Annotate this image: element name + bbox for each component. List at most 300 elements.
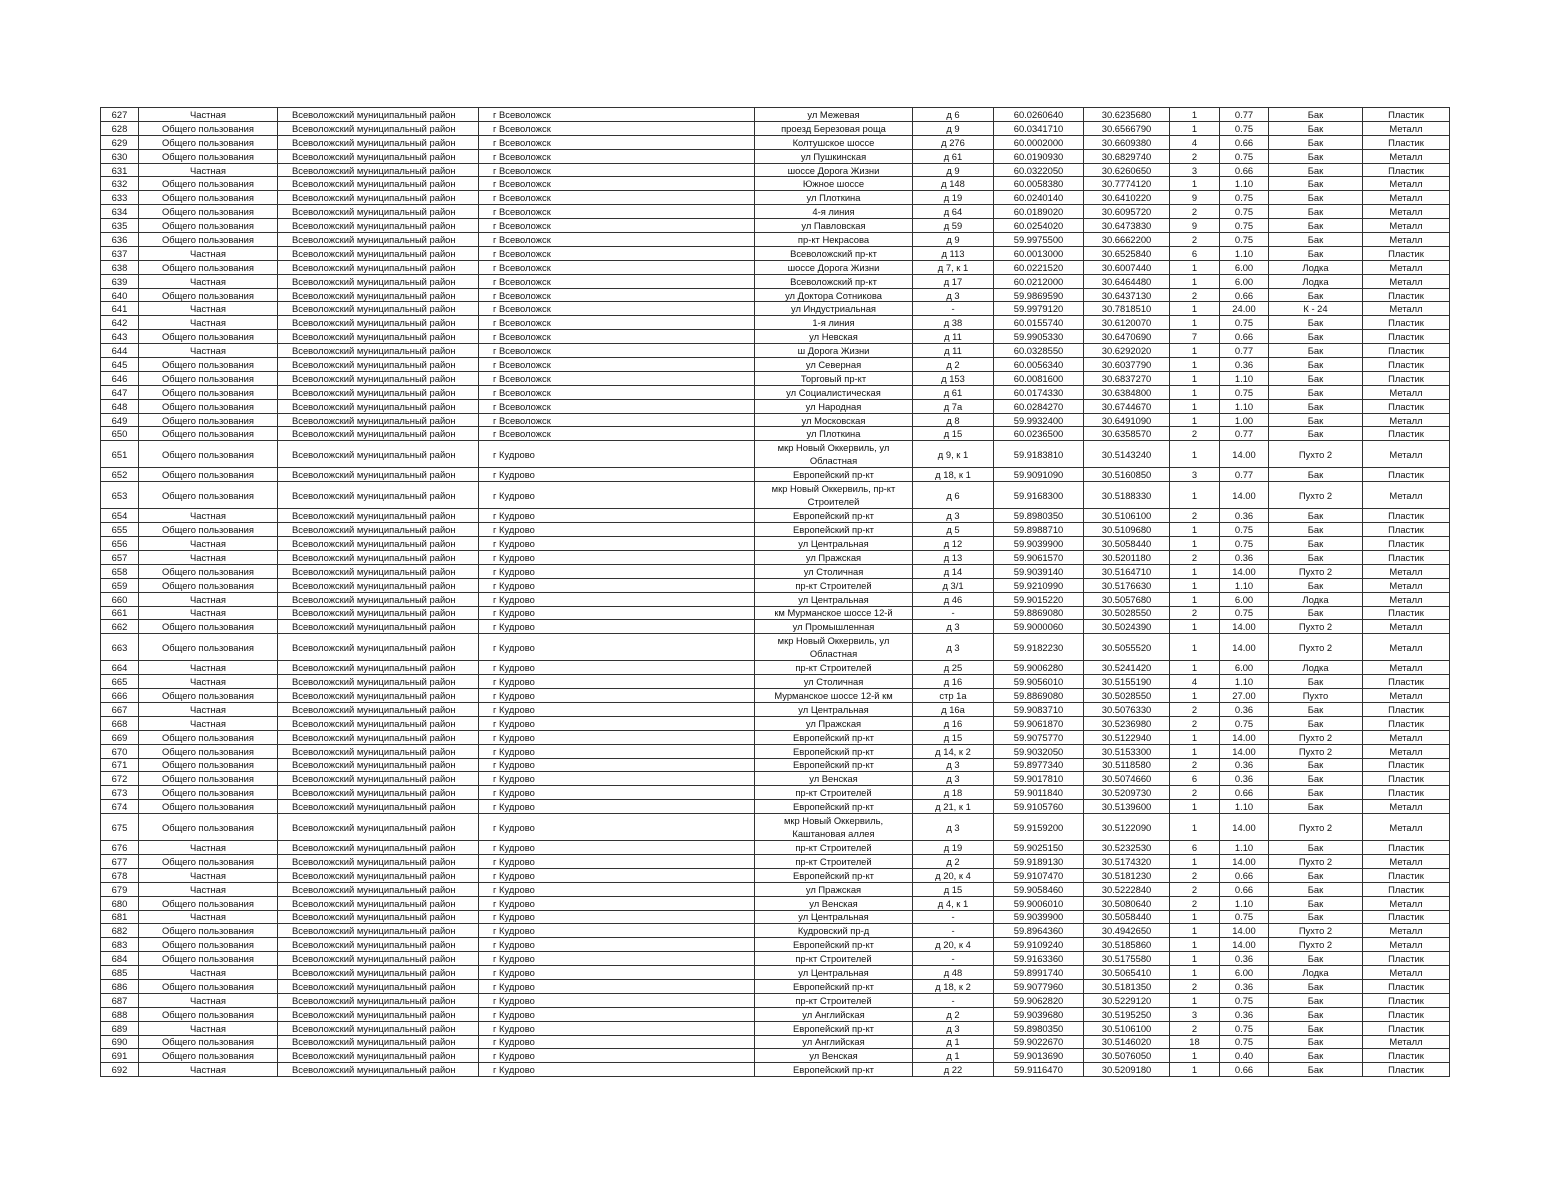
cell-material: Металл xyxy=(1363,924,1450,938)
table-row xyxy=(101,108,1450,122)
cell-district: Всеволожский муниципальный район xyxy=(278,288,479,302)
cell-settlement: г Кудрово xyxy=(479,979,755,993)
cell-settlement: г Всеволожск xyxy=(479,163,755,177)
cell-ownership: Частная xyxy=(139,550,278,564)
cell-volume: 0.75 xyxy=(1220,149,1269,163)
table-row xyxy=(101,344,1450,358)
cell-container-type: Бак xyxy=(1269,344,1363,358)
cell-row-number: 673 xyxy=(101,786,139,800)
cell-container-type: Бак xyxy=(1269,413,1363,427)
cell-street: ул Плоткина xyxy=(755,427,913,441)
cell-container-type: Бак xyxy=(1269,1007,1363,1021)
cell-volume: 0.36 xyxy=(1220,509,1269,523)
cell-volume: 1.10 xyxy=(1220,177,1269,191)
cell-street: ул Пражская xyxy=(755,550,913,564)
cell-house: д 153 xyxy=(913,371,994,385)
cell-latitude: 60.0212000 xyxy=(994,274,1084,288)
cell-row-number: 682 xyxy=(101,924,139,938)
cell-longitude: 30.5146020 xyxy=(1084,1035,1170,1049)
cell-house: д 38 xyxy=(913,316,994,330)
cell-container-count: 1 xyxy=(1170,993,1220,1007)
cell-latitude: 59.9039900 xyxy=(994,910,1084,924)
cell-district: Всеволожский муниципальный район xyxy=(278,896,479,910)
cell-container-type: Бак xyxy=(1269,1021,1363,1035)
table-row xyxy=(101,952,1450,966)
cell-row-number: 654 xyxy=(101,509,139,523)
cell-longitude: 30.5229120 xyxy=(1084,993,1170,1007)
table-row xyxy=(101,427,1450,441)
cell-material: Пластик xyxy=(1363,702,1450,716)
cell-street: ул Северная xyxy=(755,358,913,372)
cell-street: мкр Новый Оккервиль, ул Областная xyxy=(755,441,913,468)
cell-street: шоссе Дорога Жизни xyxy=(755,163,913,177)
cell-container-type: Бак xyxy=(1269,896,1363,910)
cell-latitude: 59.9061570 xyxy=(994,550,1084,564)
cell-container-count: 1 xyxy=(1170,385,1220,399)
cell-longitude: 30.6437130 xyxy=(1084,288,1170,302)
cell-district: Всеволожский муниципальный район xyxy=(278,441,479,468)
cell-container-count: 9 xyxy=(1170,219,1220,233)
cell-house: - xyxy=(913,910,994,924)
cell-container-type: Бак xyxy=(1269,800,1363,814)
cell-latitude: 59.9975500 xyxy=(994,233,1084,247)
cell-container-type: Бак xyxy=(1269,219,1363,233)
cell-longitude: 30.5155190 xyxy=(1084,675,1170,689)
cell-longitude: 30.4942650 xyxy=(1084,924,1170,938)
cell-material: Пластик xyxy=(1363,330,1450,344)
cell-street: ул Английская xyxy=(755,1007,913,1021)
cell-row-number: 632 xyxy=(101,177,139,191)
cell-longitude: 30.5074660 xyxy=(1084,772,1170,786)
cell-district: Всеволожский муниципальный район xyxy=(278,121,479,135)
cell-ownership: Частная xyxy=(139,509,278,523)
cell-latitude: 59.9905330 xyxy=(994,330,1084,344)
cell-settlement: г Кудрово xyxy=(479,689,755,703)
cell-container-type: Бак xyxy=(1269,135,1363,149)
cell-volume: 0.75 xyxy=(1220,205,1269,219)
cell-row-number: 652 xyxy=(101,468,139,482)
cell-district: Всеволожский муниципальный район xyxy=(278,399,479,413)
cell-latitude: 60.0260640 xyxy=(994,108,1084,122)
cell-settlement: г Кудрово xyxy=(479,1035,755,1049)
cell-settlement: г Кудрово xyxy=(479,620,755,634)
cell-house: д 18, к 1 xyxy=(913,468,994,482)
cell-container-count: 1 xyxy=(1170,399,1220,413)
cell-ownership: Общего пользования xyxy=(139,689,278,703)
cell-container-count: 1 xyxy=(1170,121,1220,135)
cell-container-count: 2 xyxy=(1170,868,1220,882)
cell-latitude: 59.9116470 xyxy=(994,1063,1084,1077)
cell-volume: 14.00 xyxy=(1220,441,1269,468)
cell-street: Европейский пр-кт xyxy=(755,938,913,952)
cell-house: д 20, к 4 xyxy=(913,868,994,882)
cell-house: д 9 xyxy=(913,233,994,247)
cell-latitude: 60.0328550 xyxy=(994,344,1084,358)
cell-row-number: 640 xyxy=(101,288,139,302)
table-row xyxy=(101,537,1450,551)
cell-volume: 0.75 xyxy=(1220,233,1269,247)
cell-row-number: 646 xyxy=(101,371,139,385)
cell-house: д 2 xyxy=(913,358,994,372)
cell-settlement: г Кудрово xyxy=(479,786,755,800)
cell-ownership: Частная xyxy=(139,675,278,689)
cell-row-number: 684 xyxy=(101,952,139,966)
cell-settlement: г Кудрово xyxy=(479,938,755,952)
cell-container-type: Бак xyxy=(1269,108,1363,122)
cell-latitude: 59.8977340 xyxy=(994,758,1084,772)
cell-ownership: Общего пользования xyxy=(139,758,278,772)
cell-settlement: г Кудрово xyxy=(479,924,755,938)
cell-container-type: Пухто 2 xyxy=(1269,564,1363,578)
cell-latitude: 59.8869080 xyxy=(994,606,1084,620)
table-row xyxy=(101,246,1450,260)
cell-material: Пластик xyxy=(1363,1021,1450,1035)
cell-longitude: 30.5185860 xyxy=(1084,938,1170,952)
table-row xyxy=(101,413,1450,427)
cell-row-number: 630 xyxy=(101,149,139,163)
cell-container-type: Бак xyxy=(1269,523,1363,537)
cell-street: Мурманское шоссе 12-й км xyxy=(755,689,913,703)
cell-settlement: г Всеволожск xyxy=(479,344,755,358)
cell-district: Всеволожский муниципальный район xyxy=(278,744,479,758)
cell-district: Всеволожский муниципальный район xyxy=(278,316,479,330)
cell-settlement: г Кудрово xyxy=(479,509,755,523)
cell-material: Металл xyxy=(1363,385,1450,399)
cell-latitude: 60.0341710 xyxy=(994,121,1084,135)
cell-container-type: Бак xyxy=(1269,1049,1363,1063)
cell-house: д 7а xyxy=(913,399,994,413)
cell-longitude: 30.5118580 xyxy=(1084,758,1170,772)
cell-volume: 6.00 xyxy=(1220,592,1269,606)
cell-ownership: Общего пользования xyxy=(139,744,278,758)
cell-material: Металл xyxy=(1363,302,1450,316)
table-row xyxy=(101,814,1450,841)
cell-container-count: 2 xyxy=(1170,509,1220,523)
cell-latitude: 60.0189020 xyxy=(994,205,1084,219)
cell-ownership: Общего пользования xyxy=(139,358,278,372)
cell-volume: 0.75 xyxy=(1220,1021,1269,1035)
cell-street: ул Доктора Сотникова xyxy=(755,288,913,302)
cell-row-number: 631 xyxy=(101,163,139,177)
cell-ownership: Общего пользования xyxy=(139,219,278,233)
cell-district: Всеволожский муниципальный район xyxy=(278,468,479,482)
cell-row-number: 685 xyxy=(101,966,139,980)
cell-container-count: 2 xyxy=(1170,550,1220,564)
cell-material: Пластик xyxy=(1363,135,1450,149)
cell-volume: 14.00 xyxy=(1220,924,1269,938)
table-row xyxy=(101,800,1450,814)
cell-house: д 9 xyxy=(913,121,994,135)
cell-container-count: 1 xyxy=(1170,938,1220,952)
cell-house: д 11 xyxy=(913,330,994,344)
cell-material: Пластик xyxy=(1363,841,1450,855)
cell-container-count: 2 xyxy=(1170,896,1220,910)
cell-district: Всеволожский муниципальный район xyxy=(278,772,479,786)
cell-street: мкр Новый Оккервиль, ул Областная xyxy=(755,634,913,661)
cell-district: Всеволожский муниципальный район xyxy=(278,578,479,592)
cell-material: Пластик xyxy=(1363,716,1450,730)
cell-longitude: 30.6473830 xyxy=(1084,219,1170,233)
cell-district: Всеволожский муниципальный район xyxy=(278,814,479,841)
cell-container-count: 1 xyxy=(1170,952,1220,966)
cell-district: Всеволожский муниципальный район xyxy=(278,108,479,122)
table-row xyxy=(101,661,1450,675)
cell-row-number: 689 xyxy=(101,1021,139,1035)
table-row xyxy=(101,578,1450,592)
cell-street: пр-кт Строителей xyxy=(755,841,913,855)
cell-row-number: 661 xyxy=(101,606,139,620)
cell-row-number: 651 xyxy=(101,441,139,468)
cell-row-number: 637 xyxy=(101,246,139,260)
cell-ownership: Общего пользования xyxy=(139,205,278,219)
cell-ownership: Общего пользования xyxy=(139,233,278,247)
cell-volume: 6.00 xyxy=(1220,260,1269,274)
cell-latitude: 59.9107470 xyxy=(994,868,1084,882)
cell-volume: 0.77 xyxy=(1220,344,1269,358)
cell-container-count: 1 xyxy=(1170,441,1220,468)
cell-settlement: г Кудрово xyxy=(479,702,755,716)
cell-container-type: Бак xyxy=(1269,385,1363,399)
cell-row-number: 656 xyxy=(101,537,139,551)
cell-settlement: г Кудрово xyxy=(479,661,755,675)
cell-district: Всеволожский муниципальный район xyxy=(278,786,479,800)
cell-container-type: Бак xyxy=(1269,606,1363,620)
cell-material: Металл xyxy=(1363,854,1450,868)
cell-district: Всеволожский муниципальный район xyxy=(278,177,479,191)
cell-longitude: 30.5236980 xyxy=(1084,716,1170,730)
cell-volume: 14.00 xyxy=(1220,854,1269,868)
cell-street: 4-я линия xyxy=(755,205,913,219)
cell-container-type: Бак xyxy=(1269,288,1363,302)
cell-house: д 18, к 2 xyxy=(913,979,994,993)
cell-longitude: 30.6491090 xyxy=(1084,413,1170,427)
cell-latitude: 59.9058460 xyxy=(994,882,1084,896)
cell-district: Всеволожский муниципальный район xyxy=(278,966,479,980)
cell-settlement: г Всеволожск xyxy=(479,371,755,385)
cell-district: Всеволожский муниципальный район xyxy=(278,800,479,814)
cell-material: Металл xyxy=(1363,730,1450,744)
cell-settlement: г Всеволожск xyxy=(479,385,755,399)
cell-material: Металл xyxy=(1363,966,1450,980)
cell-container-count: 1 xyxy=(1170,689,1220,703)
cell-container-count: 2 xyxy=(1170,702,1220,716)
cell-row-number: 627 xyxy=(101,108,139,122)
cell-container-type: Бак xyxy=(1269,550,1363,564)
cell-volume: 0.75 xyxy=(1220,716,1269,730)
cell-material: Металл xyxy=(1363,1035,1450,1049)
cell-material: Металл xyxy=(1363,121,1450,135)
cell-ownership: Частная xyxy=(139,302,278,316)
cell-settlement: г Всеволожск xyxy=(479,302,755,316)
cell-ownership: Общего пользования xyxy=(139,634,278,661)
cell-material: Пластик xyxy=(1363,868,1450,882)
cell-longitude: 30.5058440 xyxy=(1084,537,1170,551)
cell-container-count: 9 xyxy=(1170,191,1220,205)
cell-row-number: 636 xyxy=(101,233,139,247)
cell-volume: 0.36 xyxy=(1220,1007,1269,1021)
cell-volume: 14.00 xyxy=(1220,730,1269,744)
cell-house: - xyxy=(913,302,994,316)
cell-row-number: 668 xyxy=(101,716,139,730)
cell-material: Металл xyxy=(1363,482,1450,509)
cell-house: д 3 xyxy=(913,288,994,302)
cell-latitude: 59.9077960 xyxy=(994,979,1084,993)
cell-house: д 15 xyxy=(913,427,994,441)
cell-street: Кудровский пр-д xyxy=(755,924,913,938)
table-row xyxy=(101,689,1450,703)
cell-ownership: Частная xyxy=(139,993,278,1007)
cell-volume: 0.36 xyxy=(1220,702,1269,716)
cell-ownership: Общего пользования xyxy=(139,413,278,427)
cell-latitude: 59.8964360 xyxy=(994,924,1084,938)
cell-street: ул Венская xyxy=(755,772,913,786)
table-row xyxy=(101,550,1450,564)
cell-district: Всеволожский муниципальный район xyxy=(278,163,479,177)
cell-house: - xyxy=(913,924,994,938)
cell-settlement: г Всеволожск xyxy=(479,205,755,219)
cell-container-type: Бак xyxy=(1269,772,1363,786)
cell-container-count: 18 xyxy=(1170,1035,1220,1049)
cell-street: Европейский пр-кт xyxy=(755,868,913,882)
cell-material: Пластик xyxy=(1363,993,1450,1007)
cell-volume: 14.00 xyxy=(1220,744,1269,758)
cell-row-number: 676 xyxy=(101,841,139,855)
cell-container-type: Бак xyxy=(1269,993,1363,1007)
cell-house: д 20, к 4 xyxy=(913,938,994,952)
cell-street: ул Плоткина xyxy=(755,191,913,205)
cell-container-type: Пухто 2 xyxy=(1269,814,1363,841)
cell-ownership: Общего пользования xyxy=(139,371,278,385)
table-row xyxy=(101,744,1450,758)
cell-row-number: 674 xyxy=(101,800,139,814)
cell-district: Всеволожский муниципальный район xyxy=(278,427,479,441)
cell-volume: 24.00 xyxy=(1220,302,1269,316)
cell-settlement: г Всеволожск xyxy=(479,219,755,233)
cell-volume: 0.36 xyxy=(1220,758,1269,772)
cell-house: д 16 xyxy=(913,675,994,689)
cell-container-type: Лодка xyxy=(1269,592,1363,606)
cell-ownership: Общего пользования xyxy=(139,427,278,441)
cell-material: Металл xyxy=(1363,564,1450,578)
cell-district: Всеволожский муниципальный район xyxy=(278,634,479,661)
cell-district: Всеволожский муниципальный район xyxy=(278,661,479,675)
cell-container-count: 1 xyxy=(1170,302,1220,316)
cell-district: Всеволожский муниципальный район xyxy=(278,702,479,716)
cell-row-number: 683 xyxy=(101,938,139,952)
table-row xyxy=(101,896,1450,910)
cell-container-count: 1 xyxy=(1170,814,1220,841)
cell-settlement: г Кудрово xyxy=(479,910,755,924)
cell-house: д 14 xyxy=(913,564,994,578)
cell-latitude: 60.0284270 xyxy=(994,399,1084,413)
cell-row-number: 648 xyxy=(101,399,139,413)
cell-longitude: 30.5195250 xyxy=(1084,1007,1170,1021)
cell-row-number: 658 xyxy=(101,564,139,578)
cell-volume: 0.66 xyxy=(1220,135,1269,149)
cell-container-type: Бак xyxy=(1269,371,1363,385)
cell-street: ул Московская xyxy=(755,413,913,427)
cell-latitude: 60.0254020 xyxy=(994,219,1084,233)
cell-longitude: 30.5174320 xyxy=(1084,854,1170,868)
table-row xyxy=(101,1021,1450,1035)
cell-longitude: 30.6829740 xyxy=(1084,149,1170,163)
cell-container-type: Бак xyxy=(1269,578,1363,592)
cell-house: д 3 xyxy=(913,814,994,841)
cell-house: д 21, к 1 xyxy=(913,800,994,814)
cell-row-number: 662 xyxy=(101,620,139,634)
cell-row-number: 645 xyxy=(101,358,139,372)
cell-volume: 14.00 xyxy=(1220,482,1269,509)
cell-longitude: 30.7818510 xyxy=(1084,302,1170,316)
cell-material: Металл xyxy=(1363,689,1450,703)
cell-row-number: 647 xyxy=(101,385,139,399)
cell-street: ул Павловская xyxy=(755,219,913,233)
cell-settlement: г Кудрово xyxy=(479,578,755,592)
cell-container-count: 1 xyxy=(1170,800,1220,814)
cell-district: Всеволожский муниципальный район xyxy=(278,689,479,703)
cell-settlement: г Всеволожск xyxy=(479,149,755,163)
cell-longitude: 30.5076050 xyxy=(1084,1049,1170,1063)
cell-settlement: г Кудрово xyxy=(479,441,755,468)
cell-street: ул Пражская xyxy=(755,882,913,896)
cell-settlement: г Кудрово xyxy=(479,606,755,620)
cell-volume: 1.10 xyxy=(1220,896,1269,910)
cell-street: ул Пушкинская xyxy=(755,149,913,163)
cell-settlement: г Кудрово xyxy=(479,550,755,564)
table-row xyxy=(101,482,1450,509)
cell-material: Металл xyxy=(1363,413,1450,427)
cell-ownership: Общего пользования xyxy=(139,399,278,413)
cell-longitude: 30.5201180 xyxy=(1084,550,1170,564)
cell-longitude: 30.6095720 xyxy=(1084,205,1170,219)
cell-longitude: 30.5109680 xyxy=(1084,523,1170,537)
cell-ownership: Общего пользования xyxy=(139,177,278,191)
table-row xyxy=(101,274,1450,288)
cell-volume: 14.00 xyxy=(1220,620,1269,634)
cell-district: Всеволожский муниципальный район xyxy=(278,1063,479,1077)
cell-longitude: 30.5139600 xyxy=(1084,800,1170,814)
cell-longitude: 30.5080640 xyxy=(1084,896,1170,910)
cell-street: Колтушское шоссе xyxy=(755,135,913,149)
cell-volume: 14.00 xyxy=(1220,814,1269,841)
cell-container-type: Бак xyxy=(1269,191,1363,205)
cell-row-number: 657 xyxy=(101,550,139,564)
table-row xyxy=(101,979,1450,993)
cell-volume: 0.77 xyxy=(1220,427,1269,441)
cell-ownership: Общего пользования xyxy=(139,288,278,302)
cell-volume: 0.36 xyxy=(1220,979,1269,993)
cell-longitude: 30.5122090 xyxy=(1084,814,1170,841)
cell-street: ул Центральная xyxy=(755,537,913,551)
cell-container-count: 2 xyxy=(1170,606,1220,620)
cell-volume: 0.77 xyxy=(1220,108,1269,122)
cell-material: Пластик xyxy=(1363,246,1450,260)
cell-latitude: 59.8988710 xyxy=(994,523,1084,537)
cell-street: мкр Новый Оккервиль, Каштановая аллея xyxy=(755,814,913,841)
cell-settlement: г Всеволожск xyxy=(479,413,755,427)
cell-material: Пластик xyxy=(1363,358,1450,372)
cell-container-count: 1 xyxy=(1170,578,1220,592)
cell-ownership: Общего пользования xyxy=(139,1035,278,1049)
cell-latitude: 59.9210990 xyxy=(994,578,1084,592)
table-row xyxy=(101,882,1450,896)
cell-container-type: Бак xyxy=(1269,1035,1363,1049)
cell-container-count: 7 xyxy=(1170,330,1220,344)
cell-latitude: 59.9039900 xyxy=(994,537,1084,551)
cell-settlement: г Кудрово xyxy=(479,482,755,509)
cell-street: Европейский пр-кт xyxy=(755,800,913,814)
cell-longitude: 30.5164710 xyxy=(1084,564,1170,578)
